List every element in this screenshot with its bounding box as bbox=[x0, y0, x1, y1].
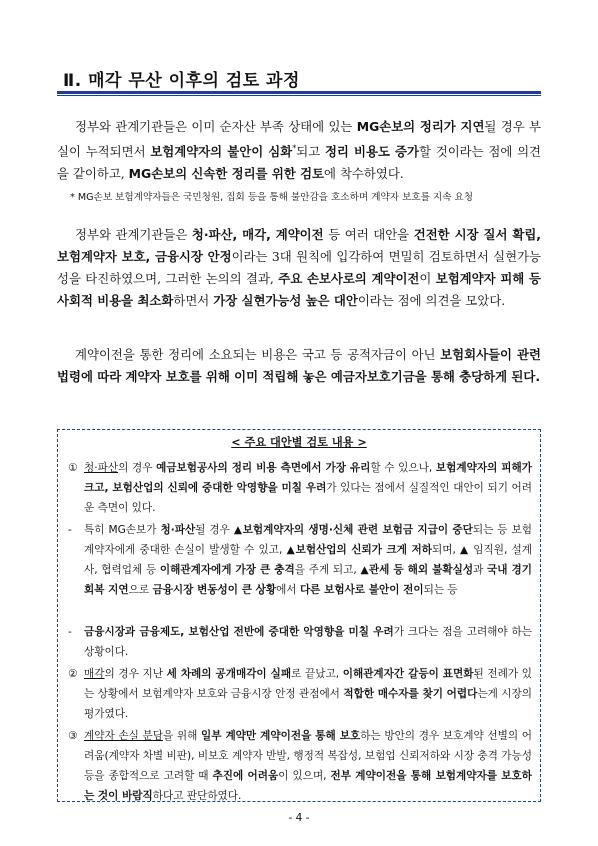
box-item-2: - 특히 MG손보가 청·파산될 경우 ▲보험계약자의 생명·신체 관련 보험금 지급이 중단되는 등 보험계약자에게 중대한 손실이 발생할 수 있고, ▲보험산업의 신뢰가 크게 저하되며, ▲ 임직원, 설계사, 협력업체 등 이해관계자에게 가장 큰 충격을 주게 되고, ▲관세 등 해외 불확실성과 국내 경기 회복 지연으로 금융시장 변동성이 큰 상황에서 다른 보험사로 불안이 전이되는 등 bbox=[68, 524, 533, 596]
box-item-5: ③ 계약자 손실 분담을 위해 일부 계약만 계약이전을 통해 보호하는 방안의 경우 보호계약 선별의 어려움(계약자 차별 비판), 비보호 계약자 반발, 행정적 복잡성, 보험업 신뢰저하와 시장 충격 가능성 등을 종합적으로 고려할 때 추진에 어려움이 있으며, 전부 계약이전을 통해 보험계약자를 보호하는 것이 바람직하다고 판단하였다. bbox=[68, 730, 533, 802]
box-item-4: ② 매각의 경우 지난 세 차례의 공개매각이 실패로 끝났고, 이해관계자간 갈등이 표면화된 전례가 있는 상황에서 보험계약자 보호와 금융시장 안정 관점에서 적합한 매수자를 찾기 어렵다는게 시장의 평가였다. bbox=[68, 668, 532, 720]
box-title: < 주요 대안별 검토 내용 > bbox=[231, 436, 367, 449]
section-rule-thin bbox=[57, 95, 541, 96]
box-item-1: ① 청·파산의 경우 예금보험공사의 정리 비용 측면에서 가장 유리할 수 있으나, 보험계약자의 피해가 크고, 보험산업의 신뢰에 중대한 악영향을 미칠 우려가 있다는 점에서 실질적인 대안이 되기 어려운 측면이 있다. bbox=[68, 462, 532, 514]
page-number: - 4 - bbox=[288, 812, 310, 824]
paragraph-2: 정부와 관계기관들은 청·파산, 매각, 계약이전 등 여러 대안을 건전한 시장 질서 확립, 보험계약자 보호, 금융시장 안정이라는 3대 원칙에 입각하여 면밀히 검토하면서 실현가능성을 타진하였으며, 그러한 논의의 결과, 주요 손보사로의 계약이전이 보험계약자 피해 등 사회적 비용을 최소화하면서 가장 실현가능성 높은 대안이라는 점에 의견을 모았다. bbox=[57, 227, 542, 308]
section-header bbox=[57, 62, 541, 94]
footnote-mark: * bbox=[292, 144, 297, 153]
section-rule bbox=[57, 91, 541, 94]
paragraph-1: 정부와 관계기관들은 이미 순자산 부족 상태에 있는 MG손보의 정리가 지연될 경우 부실이 누적되면서 보험계약자의 불안이 심화*되고 정리 비용도 증가할 것이라는 점에 의견을 같이하고, MG손보의 신속한 정리를 위한 검토에 착수하였다. bbox=[57, 119, 542, 182]
section-title: Ⅱ. 매각 무산 이후의 검토 과정 bbox=[63, 71, 300, 91]
footnote: * MG손보 보험계약자들은 국민청원, 집회 등을 통해 불안감을 호소하며 계약자 보호를 지속 요청 bbox=[70, 192, 474, 203]
box-item-3: - 금융시장과 금융제도, 보험산업 전반에 중대한 악영향을 미칠 우려가 크다는 점을 고려해야 하는 상황이다. bbox=[68, 626, 532, 658]
review-box bbox=[57, 429, 541, 802]
paragraph-3: 계약이전을 통한 정리에 소요되는 비용은 국고 등 공적자금이 아닌 보험회사들이 관련 법령에 따라 계약자 보호를 위해 이미 적립해 놓은 예금자보호기금을 통해 충당하게 된다. bbox=[57, 347, 541, 384]
